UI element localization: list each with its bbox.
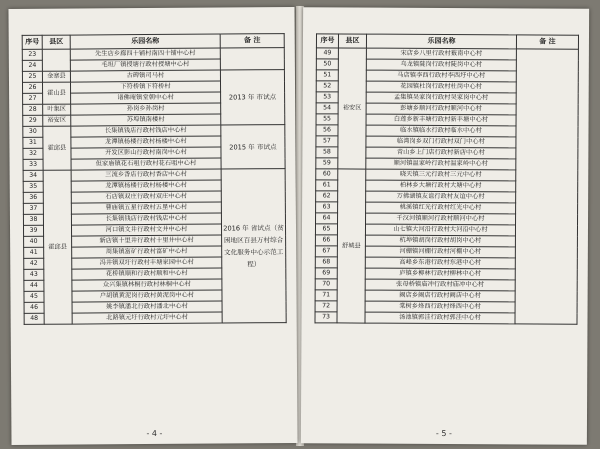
park-name: 庐镇乡柳林行政村柳林中心村: [365, 268, 515, 280]
row-number: 59: [316, 158, 338, 169]
header-seq: 序号: [22, 35, 42, 49]
row-number: 50: [316, 59, 338, 70]
county-cell: 舒城县: [337, 169, 366, 323]
row-number: 42: [24, 258, 44, 269]
header-note: 备 注: [516, 35, 578, 49]
table-row: [316, 48, 578, 60]
park-name: 万佛湖镇友谊行政村友谊中心村: [366, 191, 516, 203]
left-page: [8, 7, 297, 445]
park-name: 汤池镇郭洼行政村郭洼中心村: [365, 312, 515, 324]
park-name: 龙潭镇杨楼行政村杨楼中心村: [71, 180, 221, 192]
county-cell-empty: [42, 49, 70, 71]
park-name: 马店镇李西行政村李西圩中心村: [366, 70, 516, 82]
header-seq: 序号: [316, 34, 338, 48]
park-name: 顺河镇温家岭行政村温家岭中心村: [366, 158, 516, 170]
park-name: 下符桥镇下符桥村: [70, 81, 220, 93]
county-cell: 裕安区: [338, 48, 367, 169]
row-number: 61: [316, 180, 338, 191]
right-page: [301, 7, 589, 444]
park-name: 开发区影山行政村南岗中心村: [71, 147, 221, 159]
park-name: 白莲乡新丰塘行政村新丰塘中心村: [366, 114, 516, 126]
county-cell: 金寨县: [42, 71, 70, 82]
row-number: 68: [315, 257, 337, 268]
row-number: 64: [316, 213, 338, 224]
park-name: 众兴集镇林桐行政村林桐中心村: [72, 279, 222, 291]
park-name: 花园镇杜岗行政村杜岗中心村: [366, 81, 516, 93]
row-number: 52: [316, 81, 338, 92]
row-number: 48: [24, 313, 44, 324]
row-number: 26: [22, 82, 42, 93]
park-name: 先生店乡廊四十铺村南四十铺中心村: [70, 48, 220, 60]
county-cell: 裕安区: [43, 115, 71, 126]
park-name: 宋店乡八里行政村薮南中心村: [366, 48, 516, 60]
park-name: 晓天镇三元行政村三元中心村: [366, 169, 516, 181]
note-cell: 2016 年 省试点（贫困地区百县万村综合文化服务中心示范工程）: [221, 169, 286, 323]
park-name: 河棚镇河棚行政村河棚中心村: [365, 246, 515, 258]
row-number: 32: [23, 148, 43, 159]
row-number: 28: [23, 104, 43, 115]
table-header-row: [22, 34, 284, 50]
park-name: 石店镇双庄行政村双庄中心村: [71, 191, 221, 203]
park-name: 曹庙镇五星行政村五星中心村: [71, 202, 221, 214]
row-number: 30: [23, 126, 43, 137]
table-row: [23, 125, 285, 138]
row-number: 37: [23, 203, 43, 214]
note-cell: 2015 年 市试点: [221, 125, 285, 169]
row-number: 55: [316, 114, 338, 125]
page-number: - 5 -: [435, 428, 452, 439]
park-name: 临湾岗乡双门行政村双门中心村: [366, 136, 516, 148]
row-number: 43: [24, 269, 44, 280]
row-number: 39: [23, 225, 43, 236]
row-number: 31: [23, 137, 43, 148]
park-name: 新店镇十里井行政村十里井中心村: [72, 235, 222, 247]
note-cell-empty: [220, 48, 284, 70]
county-cell: 霍山县: [42, 82, 70, 104]
park-name: 姚李镇潘北行政村潘北中心村: [72, 301, 222, 313]
note-cell-empty: [515, 49, 578, 324]
park-name: 高峰乡东港行政村东港中心村: [365, 257, 515, 269]
row-number: 66: [315, 235, 337, 246]
row-number: 70: [315, 279, 337, 290]
row-number: 63: [316, 202, 338, 213]
park-name: 古碑镇司马村: [70, 70, 220, 82]
row-number: 56: [316, 125, 338, 136]
row-number: 53: [316, 92, 338, 103]
park-name: 孙岗乡孙岗村: [71, 103, 221, 115]
park-name: 冯井镇双圩行政村丰塘家园中心村: [72, 257, 222, 269]
park-name: 山七镇大河沿行政村大河沿中心村: [365, 224, 515, 236]
table-row: [22, 48, 284, 61]
row-number: 73: [315, 312, 337, 323]
park-name: 张母桥镇庙冲行政村庙冲中心村: [365, 279, 515, 291]
row-number: 40: [24, 236, 44, 247]
header-county: 县区: [338, 34, 366, 48]
row-number: 71: [315, 290, 337, 301]
park-name: 桃溪镇红光行政村红光中心村: [366, 202, 516, 214]
park-name: 周集镇富矿行政村富矿中心村: [72, 246, 222, 258]
row-number: 46: [24, 302, 44, 313]
park-name: 三流乡香店行政村香店中心村: [71, 169, 221, 181]
park-name: 千汉河镇顺河行政村顺河中心村: [366, 213, 516, 225]
park-name: 长集镇钱店行政村钱店中心村: [71, 213, 221, 225]
table-row: [22, 70, 284, 83]
row-number: 67: [315, 246, 337, 257]
row-number: 29: [23, 115, 43, 126]
left-table: [22, 33, 287, 325]
row-number: 41: [24, 247, 44, 258]
park-name: 彭塘乡顺河行政村顺河中心村: [366, 103, 516, 115]
row-number: 51: [316, 70, 338, 81]
row-number: 54: [316, 103, 338, 114]
park-name: 阙店乡阙店行政村阙店中心村: [365, 290, 515, 302]
note-cell: 2013 年 市试点: [220, 70, 284, 125]
row-number: 45: [24, 291, 44, 302]
park-name: 但家庙镇花石咀行政村花石咀中心村: [71, 158, 221, 170]
row-number: 69: [315, 268, 337, 279]
header-note: 备 注: [220, 34, 284, 48]
county-cell: 霍邱县: [43, 170, 72, 324]
row-number: 38: [23, 214, 43, 225]
row-number: 36: [23, 192, 43, 203]
county-cell: 霍邱县: [43, 126, 71, 170]
county-cell: 叶集区: [43, 104, 71, 115]
table-row: [23, 169, 285, 182]
park-name: 临水镇临水行政村临水中心村: [366, 125, 516, 137]
park-name: 苏埠镇南楼村: [71, 114, 221, 126]
header-county: 县区: [42, 35, 70, 49]
park-name: 河口镇文井行政村文井中心村: [71, 224, 221, 236]
park-name: 棠树乡烽西行政村烽西中心村: [365, 301, 515, 313]
row-number: 44: [24, 280, 44, 291]
page-number: - 4 -: [146, 428, 163, 439]
row-number: 57: [316, 136, 338, 147]
park-name: 乌龙镇陡岗行政村陡岗中心村: [366, 59, 516, 71]
row-number: 34: [23, 170, 43, 181]
row-number: 62: [316, 191, 338, 202]
header-name: 乐园名称: [70, 34, 220, 49]
park-name: 杭埠镇胡岗行政村胡岗中心村: [365, 235, 515, 247]
park-name: 青山乡上门店行政村新店中心村: [366, 147, 516, 159]
table-header-row: [316, 34, 578, 49]
park-name: 北路镇元圩行政村元圩中心村: [72, 312, 222, 324]
row-number: 49: [316, 48, 338, 59]
park-name: 孟集镇吴家岗行政村吴家岗中心村: [366, 92, 516, 104]
row-number: 72: [315, 301, 337, 312]
row-number: 25: [22, 71, 42, 82]
row-number: 33: [23, 159, 43, 170]
row-number: 60: [316, 169, 338, 180]
row-number: 23: [22, 49, 42, 60]
row-number: 58: [316, 147, 338, 158]
right-table: [314, 33, 579, 324]
park-name: 毛坦厂镇授塘行政村授塘中心村: [70, 59, 220, 71]
row-number: 35: [23, 181, 43, 192]
park-name: 花桥镇顺和行政村顺和中心村: [72, 268, 222, 280]
park-name: 户胡镇黄泥岗行政村黄泥岗中心村: [72, 290, 222, 302]
row-number: 24: [22, 60, 42, 71]
park-name: 龙潭镇杨楼行政村杨楼中心村: [71, 136, 221, 148]
park-name: 诸佛庵镇堂朝中心村: [71, 92, 221, 104]
park-name: 长集镇钱店行政村钱店中心村: [71, 125, 221, 137]
header-name: 乐园名称: [366, 34, 516, 49]
park-name: 柏林乡大塘行政村大塘中心村: [366, 180, 516, 192]
row-number: 65: [315, 224, 337, 235]
row-number: 27: [23, 93, 43, 104]
